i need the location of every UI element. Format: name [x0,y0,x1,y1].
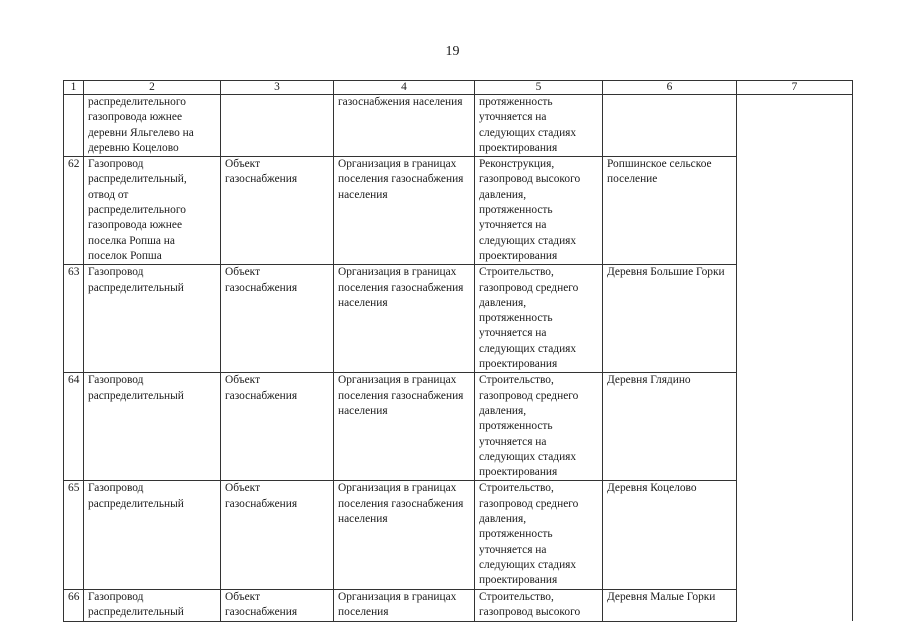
table-row [64,373,853,481]
column-header-7: 7 [737,81,853,95]
column-header-1: 1 [64,81,84,95]
cell-name: распределительного газопровода южнее деревни Яльгелево на деревню Коцелово [84,95,221,157]
cell-number: 62 [64,157,84,265]
table-row [64,265,853,373]
cell-purpose: Организация в границах поселения газоснабжения населения [334,265,475,373]
cell-name: Газопровод распределительный [84,589,221,621]
cell-purpose: Организация в границах поселения газоснабжения населения [334,373,475,481]
cell-location: Деревня Глядино [603,373,737,481]
column-header-2: 2 [84,81,221,95]
table-row [64,157,853,265]
column-header-5: 5 [475,81,603,95]
cell-type: Объект газоснабжения [221,157,334,265]
page-number: 19 [445,44,460,59]
cell-purpose: газоснабжения населения [334,95,475,157]
column-header-4: 4 [334,81,475,95]
cell-name: Газопровод распределительный [84,265,221,373]
table-row-continuation [64,95,853,157]
cell-number [64,95,84,157]
cell-name: Газопровод распределительный, отвод от распределительного газопровода южнее поселка Ропша на поселок Ропша [84,157,221,265]
cell-characteristics: Строительство, газопровод среднего давления, протяженность уточняется на следующих стадиях проектирования [475,373,603,481]
cell-type: Объект газоснабжения [221,481,334,589]
cell-number: 66 [64,589,84,621]
cell-location: Ропшинское сельское поселение [603,157,737,265]
column-header-3: 3 [221,81,334,95]
cell-location: Деревня Большие Горки [603,265,737,373]
cell-location: Деревня Коцелово [603,481,737,589]
cell-characteristics: протяженность уточняется на следующих стадиях проектирования [475,95,603,157]
header-row [64,81,853,95]
cell-column-7 [737,95,853,622]
cell-purpose: Организация в границах поселения газоснабжения населения [334,157,475,265]
cell-characteristics: Строительство, газопровод среднего давления, протяженность уточняется на следующих стадиях проектирования [475,481,603,589]
cell-characteristics: Строительство, газопровод среднего давления, протяженность уточняется на следующих стадиях проектирования [475,265,603,373]
cell-type: Объект газоснабжения [221,265,334,373]
cell-type: Объект газоснабжения [221,373,334,481]
cell-type: Объект газоснабжения [221,589,334,621]
cell-number: 65 [64,481,84,589]
cell-characteristics: Реконструкция, газопровод высокого давления, протяженность уточняется на следующих стадиях проектирования [475,157,603,265]
column-header-6: 6 [603,81,737,95]
cell-number: 63 [64,265,84,373]
table-row [64,589,853,621]
cell-name: Газопровод распределительный [84,481,221,589]
objects-table [63,80,853,622]
cell-location [603,95,737,157]
cell-type [221,95,334,157]
cell-purpose: Организация в границах поселения [334,589,475,621]
table-row [64,481,853,589]
cell-location: Деревня Малые Горки [603,589,737,621]
cell-name: Газопровод распределительный [84,373,221,481]
cell-purpose: Организация в границах поселения газоснабжения населения [334,481,475,589]
cell-number: 64 [64,373,84,481]
cell-characteristics: Строительство, газопровод высокого [475,589,603,621]
